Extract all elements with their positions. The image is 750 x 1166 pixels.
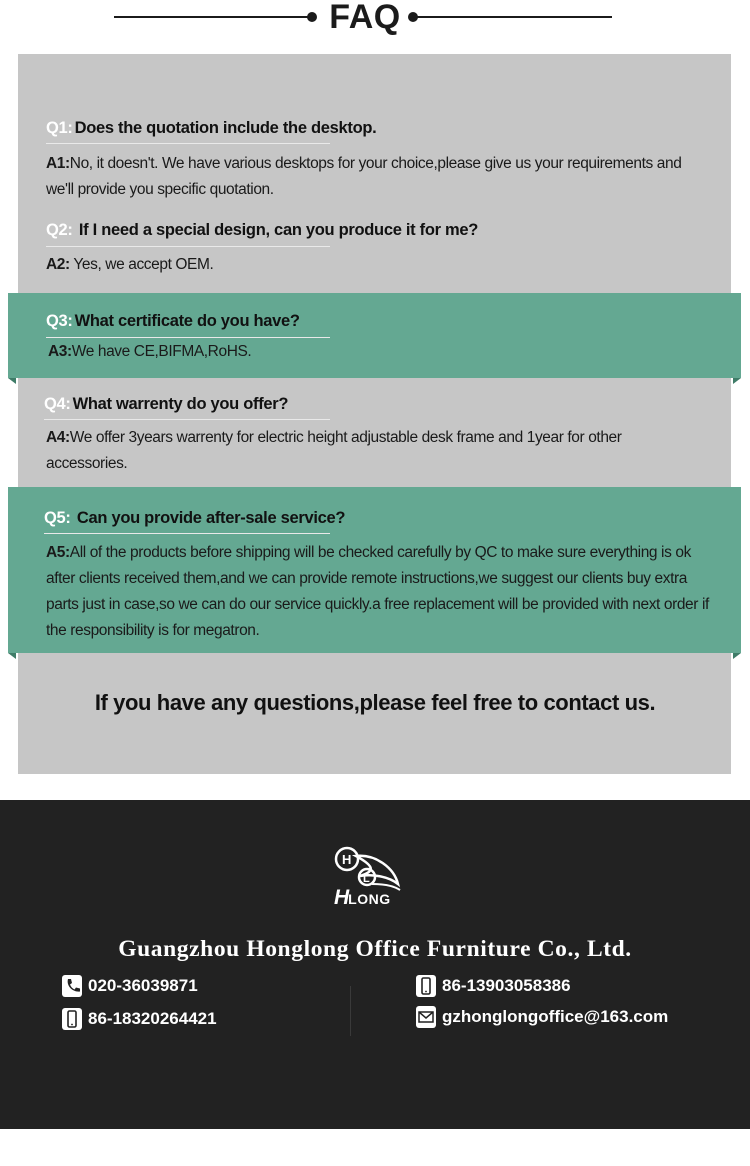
header-rule-left — [114, 16, 310, 18]
svg-text:L: L — [363, 873, 370, 885]
question-underline — [46, 337, 330, 338]
question-underline — [44, 419, 330, 420]
faq-answer: A1:No, it doesn't. We have various desktops for your choice,please give us your requirements and we'll provide you specific quotation. — [46, 155, 682, 198]
faq-question: Q3: What certificate do you have? — [46, 312, 300, 330]
faq-question: Q1: Does the quotation include the desktop. — [46, 119, 377, 137]
svg-text:H: H — [342, 852, 352, 867]
email-contact[interactable] — [416, 1006, 668, 1028]
mobile-number: 86-13903058386 — [442, 976, 571, 995]
logo-wordmark: HLONG — [334, 886, 391, 909]
mobile-contact[interactable] — [416, 975, 571, 997]
faq-question: Q2: If I need a special design, can you produce it for me? — [46, 221, 479, 239]
faq-answer: A2: Yes, we accept OEM. — [46, 256, 214, 273]
header-rule-right — [416, 16, 612, 18]
mobile-phone-icon — [62, 1008, 82, 1030]
contact-divider — [350, 986, 351, 1036]
question-underline — [44, 533, 330, 534]
faq-header — [0, 0, 750, 40]
envelope-icon — [416, 1006, 436, 1028]
mobile-phone-icon — [416, 975, 436, 997]
mobile-number: 86-18320264421 — [88, 1009, 217, 1028]
email-address: gzhonglongoffice@163.com — [442, 1007, 669, 1026]
faq-answer: A3:We have CE,BIFMA,RoHS. — [48, 343, 252, 360]
footer — [0, 800, 750, 1129]
faq-question: Q4: What warrenty do you offer? — [44, 395, 289, 413]
phone-number: 020-36039871 — [88, 976, 198, 995]
header-dot-left — [307, 12, 317, 22]
mobile-contact[interactable] — [62, 1008, 217, 1030]
question-underline — [46, 143, 330, 144]
phone-icon — [62, 975, 82, 997]
page-title: FAQ — [329, 0, 401, 36]
company-name: Guangzhou Honglong Office Furniture Co., Ltd. — [118, 936, 632, 962]
faq-question: Q5: Can you provide after-sale service? — [44, 509, 346, 527]
faq-answer: A5:All of the products before shipping will be checked carefully by QC to make sure everything is ok after clients received them,and we can provide remote instructions,we suggest our clients buy extra parts just in case,so we can do our service quickly.a free replacement will be provided with next order if the responsibility is for megatron. — [46, 544, 709, 639]
contact-prompt: If you have any questions,please feel free to contact us. — [94, 690, 656, 715]
question-underline — [46, 246, 330, 247]
phone-contact[interactable] — [62, 975, 198, 997]
faq-highlight-band — [8, 293, 741, 378]
faq-answer: A4:We offer 3years warrenty for electric height adjustable desk frame and 1year for other accessories. — [46, 429, 622, 472]
